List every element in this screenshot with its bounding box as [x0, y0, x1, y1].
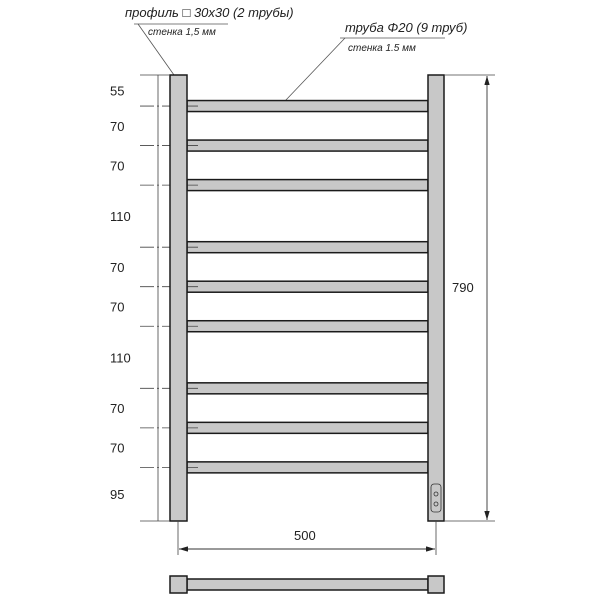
top-view-left-post — [170, 576, 187, 593]
spacing-label: 110 — [110, 209, 131, 225]
crossbar — [187, 383, 428, 394]
crossbar — [187, 281, 428, 292]
top-view-bar — [187, 579, 428, 590]
spacing-label: 70 — [110, 401, 125, 417]
profile-wall-label: стенка 1,5 мм — [148, 27, 216, 38]
spacing-label: 70 — [110, 440, 125, 456]
pipe-label: труба Φ20 (9 труб) — [345, 20, 468, 35]
crossbar — [187, 462, 428, 473]
right-post — [428, 75, 444, 521]
width-label: 500 — [294, 528, 316, 543]
crossbar — [187, 242, 428, 253]
crossbars — [187, 101, 428, 473]
spacing-label: 110 — [110, 350, 131, 366]
spacing-label: 70 — [110, 299, 125, 315]
crossbar — [187, 321, 428, 332]
left-post — [170, 75, 187, 521]
pipe-leader — [285, 38, 345, 101]
spacing-label: 55 — [110, 83, 125, 99]
height-label: 790 — [452, 280, 474, 295]
spacing-label: 95 — [110, 487, 125, 503]
spacing-label: 70 — [110, 259, 125, 275]
crossbar — [187, 140, 428, 151]
crossbar — [187, 180, 428, 191]
crossbar — [187, 101, 428, 112]
crossbar — [187, 422, 428, 433]
pipe-wall-label: стенка 1.5 мм — [348, 43, 416, 54]
top-view-right-post — [428, 576, 444, 593]
spacing-label: 70 — [110, 158, 125, 174]
profile-label: профиль □ 30x30 (2 трубы) — [125, 5, 294, 20]
spacing-label: 70 — [110, 118, 125, 134]
